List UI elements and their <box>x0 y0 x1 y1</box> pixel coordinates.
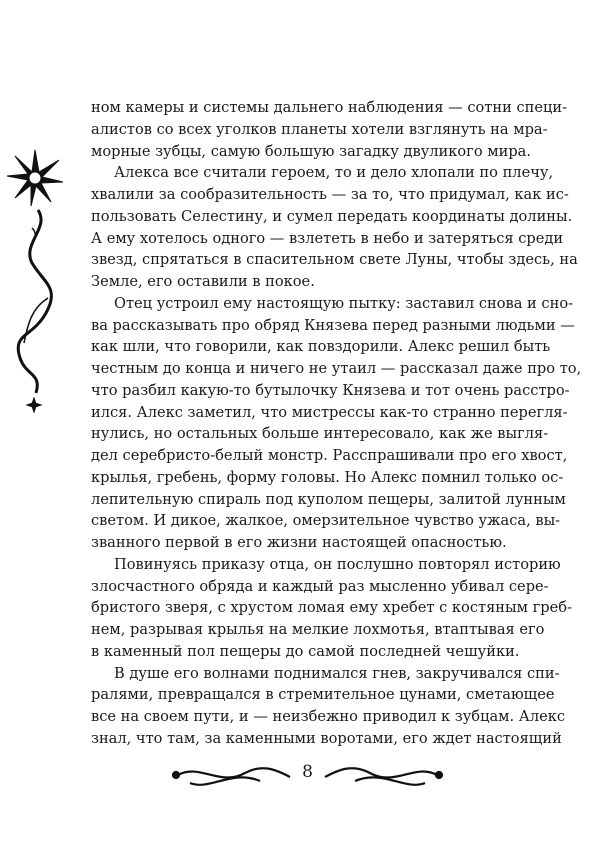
text-line: званного первой в его жизни настоящей опасностью. <box>91 534 507 551</box>
text-line: ном камеры и системы дальнего наблюдения — сотни специ- <box>91 99 568 116</box>
paragraph <box>91 554 572 663</box>
text-line: бристого зверя, с хрустом ломая ему хребет с костяным греб- <box>91 599 572 617</box>
text-line: Алекса все считали героем, то и дело хлопали по плечу, <box>114 164 554 182</box>
body-text <box>91 97 582 750</box>
text-line: злосчастного обряда и каждый раз мысленно убивал сере- <box>91 577 549 595</box>
text-line: честным до конца и ничего не утаил — рассказал даже про то, <box>91 360 582 377</box>
text-line: В душе его волнами поднимался гнев, закручивался спи- <box>114 664 560 682</box>
text-line: в каменный пол пещеры до самой последней чешуйки. <box>91 642 520 660</box>
text-line: как шли, что говорили, как повздорили. Алекс решил быть <box>91 338 551 356</box>
text-line: морные зубцы, самую большую загадку двуликого мира. <box>91 142 532 160</box>
text-line: пользовать Селестину, и сумел передать координаты долины. <box>91 207 573 225</box>
text-line: крылья, гребень, форму головы. Но Алекс помнил только ос- <box>91 468 564 486</box>
text-line: Земле, его оставили в покое. <box>91 273 315 290</box>
page-number: 8 <box>302 762 313 782</box>
paragraph <box>91 293 582 554</box>
paragraph <box>91 162 578 293</box>
text-line: ился. Алекс заметил, что мистрессы как-то странно перегля- <box>91 403 568 421</box>
text-line: дел серебристо-белый монстр. Расспрашивали про его хвост, <box>91 447 568 464</box>
paragraph <box>91 97 568 162</box>
paragraph <box>91 663 566 750</box>
text-line: хвалили за сообразительность — за то, что придумал, как ис- <box>91 186 569 203</box>
text-line: ва рассказывать про обряд Князева перед разными людьми — <box>91 316 575 334</box>
text-line: А ему хотелось одного — взлететь в небо и затеряться среди <box>91 229 564 247</box>
text-line: алистов со всех уголков планеты хотели взглянуть на мра- <box>91 120 548 138</box>
text-line: лепительную спираль под куполом пещеры, залитой лунным <box>91 490 566 508</box>
text-line: звезд, спрятаться в спасительном свете Луны, чтобы здесь, на <box>91 251 578 269</box>
star-swirl-ornament <box>2 148 72 418</box>
text-line: Повинуясь приказу отца, он послушно повторял историю <box>114 555 561 573</box>
text-line: все на своем пути, и — неизбежно приводил к зубцам. Алекс <box>91 708 566 725</box>
text-line: Отец устроил ему настоящую пытку: заставил снова и сно- <box>114 294 574 312</box>
text-line: ралями, превращался в стремительное цунами, сметающее <box>91 686 555 704</box>
text-line: знал, что там, за каменными воротами, его ждет настоящий <box>91 729 562 747</box>
text-line: нем, разрывая крылья на мелкие лохмотья, втаптывая его <box>91 621 545 638</box>
text-line: нулись, но остальных больше интересовало, как же выгля- <box>91 425 549 443</box>
text-line: что разбил какую-то бутылочку Князева и тот очень расстро- <box>91 381 570 399</box>
text-line: светом. И дикое, жалкое, омерзительное чувство ужаса, вы- <box>91 512 561 530</box>
